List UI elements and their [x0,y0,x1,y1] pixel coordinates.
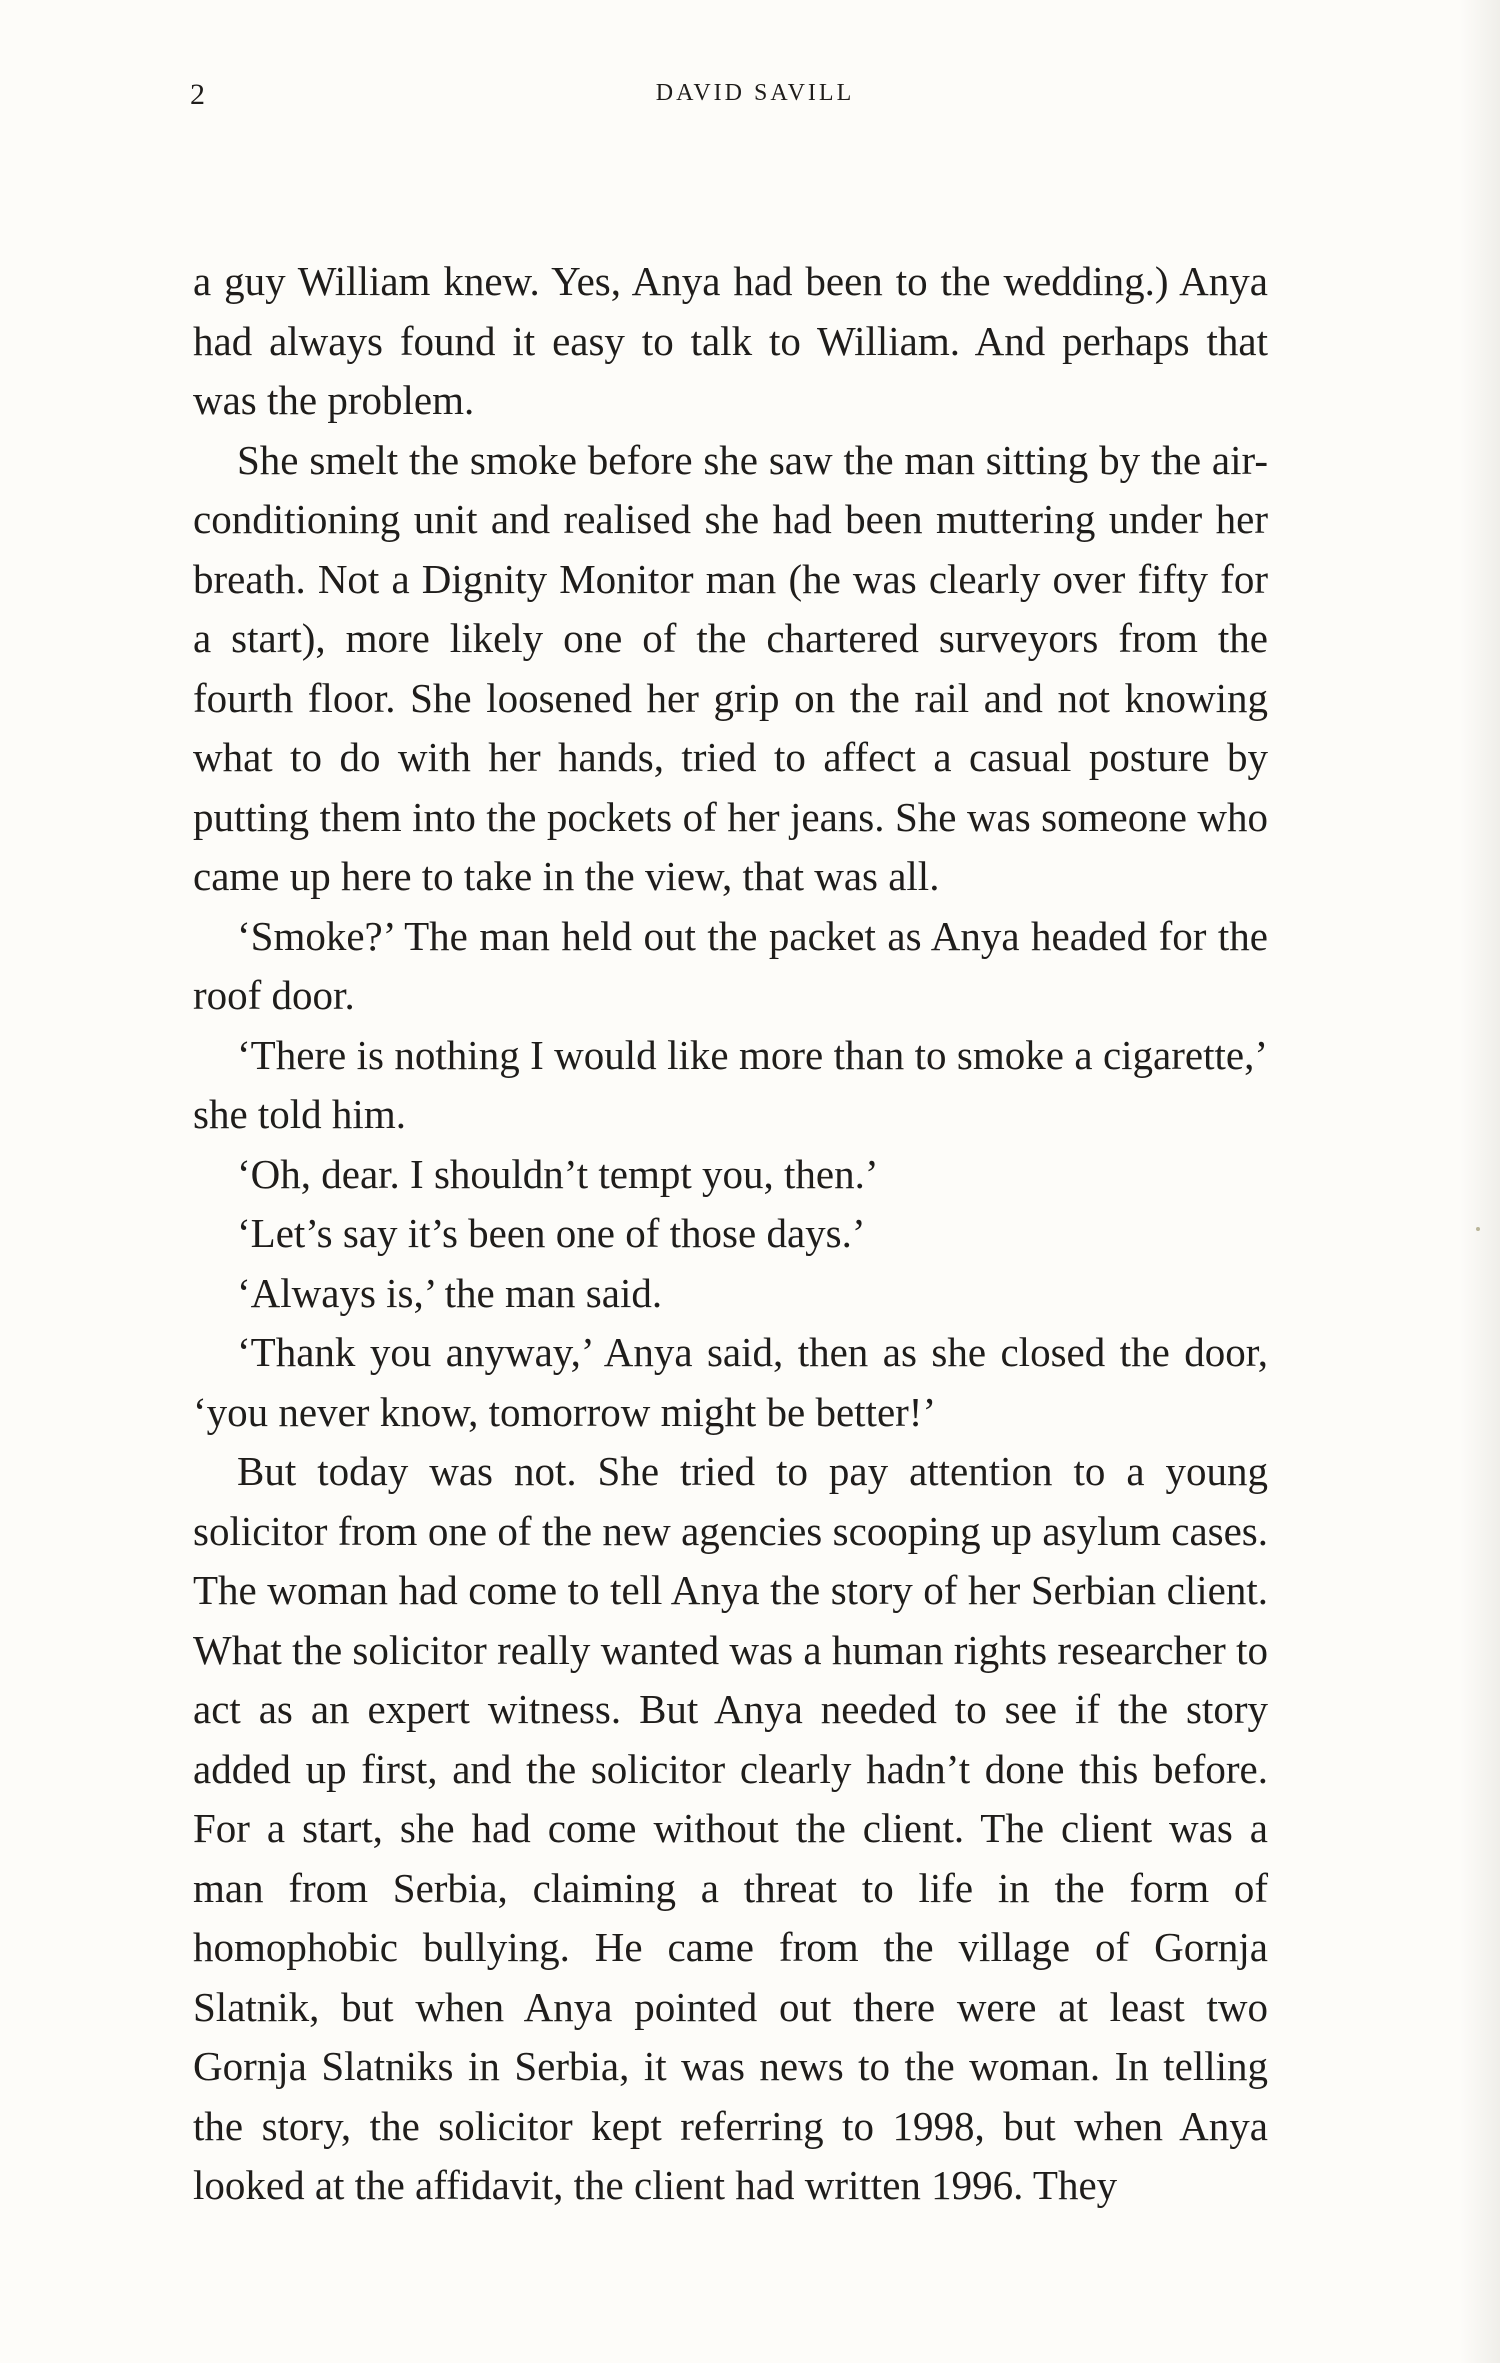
paragraph: ‘There is nothing I would like more than to smoke a cigarette,’ she told him. [193,1031,1268,1137]
paragraph: She smelt the smoke before she saw the man sitting by the air-conditioning unit and realised she had been muttering under her breath. Not a Dignity Monitor man (he was clearly over fifty for a start), more likely one of the chartered surveyors from the fourth floor. She loosened her grip on the rail and not knowing what to do with her hands, tried to affect a casual posture by putting them into the pockets of her jeans. She was someone who came up here to take in the view, that was all. [193,436,1268,899]
paragraph: ‘Oh, dear. I shouldn’t tempt you, then.’ [237,1150,879,1197]
paragraph: ‘Smoke?’ The man held out the packet as Anya headed for the roof door. [193,912,1268,1018]
paragraph: a guy William knew. Yes, Anya had been to the wedding.) Anya had always found it easy to talk to William. And perhaps that was the problem. [193,258,1268,423]
running-head [190,78,1270,118]
page-number: 2 [190,78,206,111]
paragraph: ‘Always is,’ the man said. [237,1269,663,1316]
paragraph: ‘Let’s say it’s been one of those days.’ [237,1210,866,1256]
body-text [193,252,1268,2216]
paragraph: ‘Thank you anyway,’ Anya said, then as she closed the door, ‘you never know, tomorrow might be better!’ [193,1329,1268,1435]
page-edge-shadow [1460,0,1500,2363]
paper-speck [1476,1227,1480,1231]
paragraph: But today was not. She tried to pay attention to a young solicitor from one of the new agencies scooping up asylum cases. The woman had come to tell Anya the story of her Serbian client. What the solicitor really wanted was a human rights researcher to act as an expert witness. But Anya needed to see if the story added up first, and the solicitor clearly hadn’t done this before. For a start, she had come without the client. The client was a man from Serbia, claiming a threat to life in the form of homophobic bullying. He came from the village of Gornja Slatnik, but when Anya pointed out there were at least two Gornja Slatniks in Serbia, it was news to the woman. In telling the story, the solicitor kept referring to 1998, but when Anya looked at the affidavit, the client had written 1996. They [193,1448,1268,2208]
running-title: DAVID SAVILL [655,80,855,106]
